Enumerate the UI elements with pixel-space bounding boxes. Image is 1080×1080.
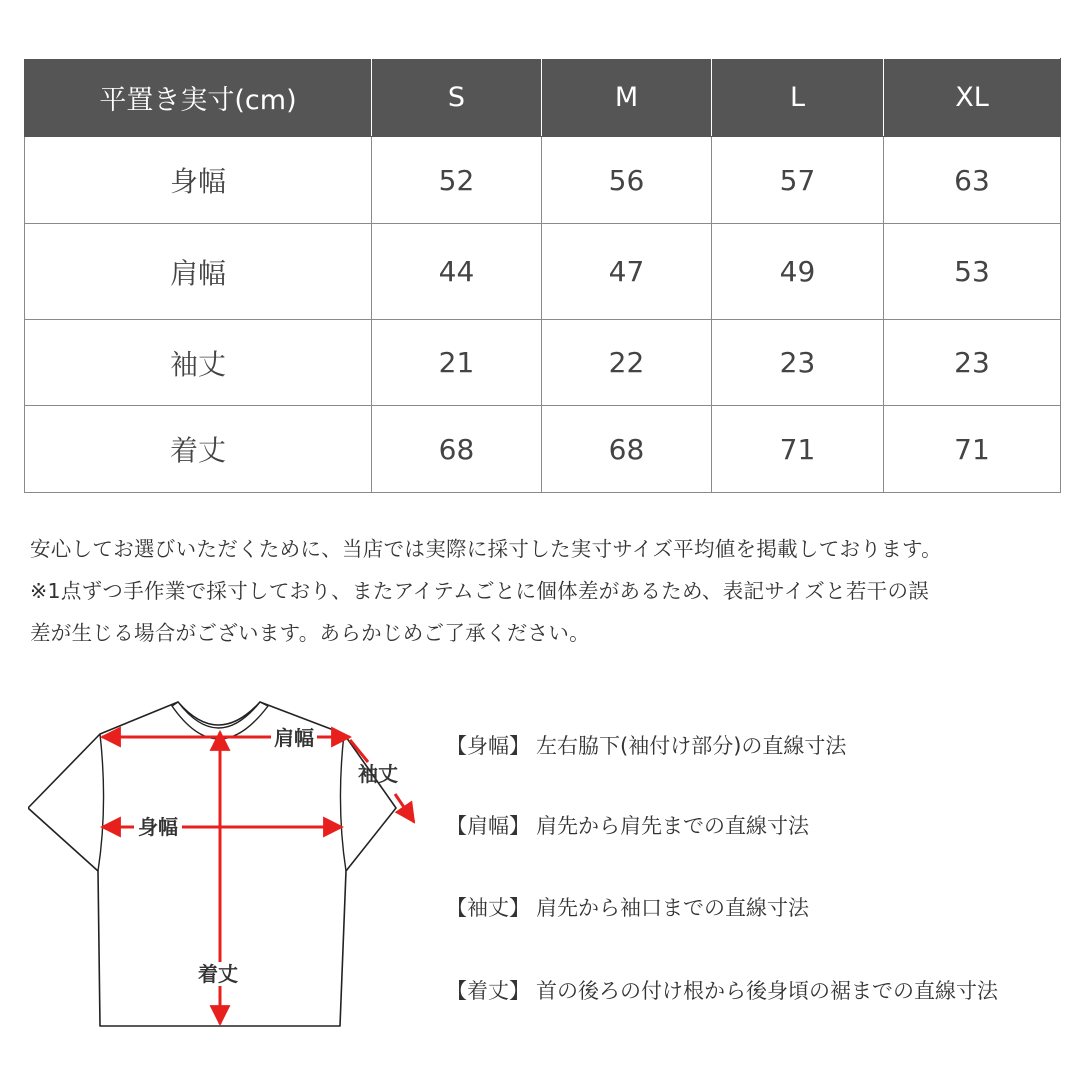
cell-value: 56 bbox=[542, 137, 712, 224]
table-row bbox=[25, 320, 1061, 406]
cell-value: 23 bbox=[884, 320, 1061, 406]
legend-desc: 肩先から袖口までの直線寸法 bbox=[536, 896, 809, 920]
note-line: 差が生じる場合がございます。あらかじめご了承ください。 bbox=[30, 621, 590, 645]
row-label: 身幅 bbox=[25, 137, 372, 224]
note-line: ※1点ずつ手作業で採寸しており、またアイテムごとに個体差があるため、表記サイズと若干の誤 bbox=[30, 579, 930, 603]
cell-value: 53 bbox=[884, 224, 1061, 320]
legend-item bbox=[446, 730, 846, 760]
cell-value: 71 bbox=[712, 406, 884, 493]
label-sleeve: 袖丈 bbox=[358, 762, 398, 786]
cell-value: 49 bbox=[712, 224, 884, 320]
cell-value: 21 bbox=[372, 320, 542, 406]
cell-value: 68 bbox=[542, 406, 712, 493]
cell-value: 22 bbox=[542, 320, 712, 406]
size-table bbox=[24, 58, 1061, 493]
cell-value: 44 bbox=[372, 224, 542, 320]
cell-value: 23 bbox=[712, 320, 884, 406]
table-header-row bbox=[25, 59, 1061, 137]
cell-value: 68 bbox=[372, 406, 542, 493]
table-row bbox=[25, 224, 1061, 320]
header-size-l: L bbox=[712, 59, 884, 137]
legend-item bbox=[446, 892, 809, 922]
table-row bbox=[25, 137, 1061, 224]
tshirt-diagram bbox=[28, 696, 428, 1036]
legend-desc: 肩先から肩先までの直線寸法 bbox=[536, 814, 809, 838]
label-shoulder: 肩幅 bbox=[271, 728, 317, 748]
label-chest: 身幅 bbox=[134, 817, 182, 837]
table-row bbox=[25, 406, 1061, 493]
legend-term: 【肩幅】 bbox=[446, 814, 530, 838]
row-label: 着丈 bbox=[25, 406, 372, 493]
cell-value: 52 bbox=[372, 137, 542, 224]
header-size-xl: XL bbox=[884, 59, 1061, 137]
row-label: 袖丈 bbox=[25, 320, 372, 406]
legend-item bbox=[446, 810, 809, 840]
sleeve-arrow-lower bbox=[395, 794, 414, 822]
cell-value: 71 bbox=[884, 406, 1061, 493]
note-line: 安心してお選びいただくために、当店では実際に採寸した実寸サイズ平均値を掲載しております。 bbox=[30, 537, 942, 561]
measurement-notes bbox=[30, 528, 1060, 654]
header-size-m: M bbox=[542, 59, 712, 137]
cell-value: 47 bbox=[542, 224, 712, 320]
header-measurement: 平置き実寸(cm) bbox=[25, 59, 372, 137]
legend-desc: 首の後ろの付け根から後身頃の裾までの直線寸法 bbox=[536, 979, 998, 1003]
row-label: 肩幅 bbox=[25, 224, 372, 320]
legend-term: 【袖丈】 bbox=[446, 896, 530, 920]
cell-value: 63 bbox=[884, 137, 1061, 224]
label-length: 着丈 bbox=[198, 962, 238, 986]
legend-item bbox=[446, 975, 998, 1005]
header-size-s: S bbox=[372, 59, 542, 137]
legend-term: 【着丈】 bbox=[446, 979, 530, 1003]
cell-value: 57 bbox=[712, 137, 884, 224]
legend-term: 【身幅】 bbox=[446, 734, 530, 758]
legend-desc: 左右脇下(袖付け部分)の直線寸法 bbox=[536, 734, 847, 758]
